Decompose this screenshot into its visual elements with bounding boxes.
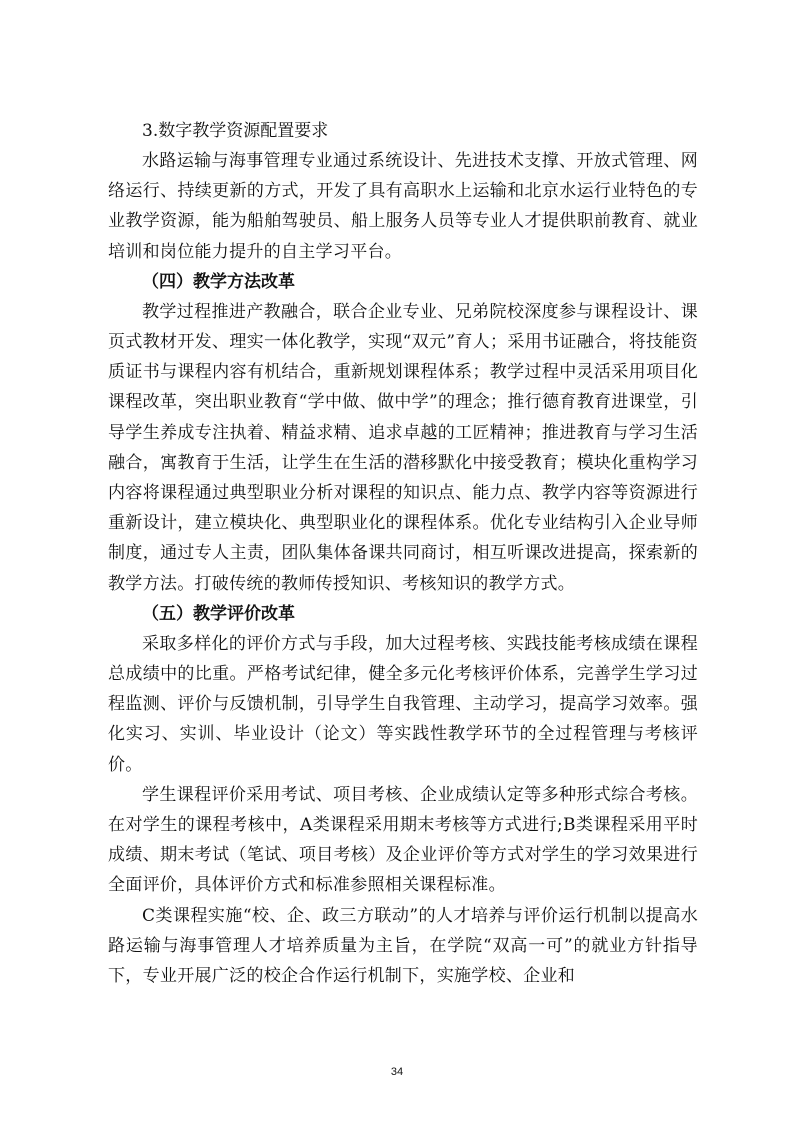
document-body: [108, 116, 698, 991]
subsection-heading: 3.数字教学资源配置要求: [142, 121, 329, 141]
paragraph: 采取多样化的评价方式与手段，加大过程考核、实践技能考核成绩在课程总成绩中的比重。严格考试纪律，健全多元化考核评价体系，完善学生学习过程监测、评价与反馈机制，引导学生自我管理、主动学习，提高学习效率。强化实习、实训、毕业设计（论文）等实践性教学环节的全过程管理与考核评价。: [108, 633, 698, 775]
page-number: 34: [390, 1066, 404, 1078]
paragraph: 教学过程推进产教融合，联合企业专业、兄弟院校深度参与课程设计、课页式教材开发、理实一体化教学，实现“双元”育人；采用书证融合，将技能资质证书与课程内容有机结合，重新规划课程体系；教学过程中灵活采用项目化课程改革，突出职业教育“学中做、做中学”的理念；推行德育教育进课堂，引导学生养成专注执着、精益求精、追求卓越的工匠精神；推进教育与学习生活融合，寓教育于生活，让学生在生活的潜移默化中接受教育；模块化重构学习内容将课程通过典型职业分析对课程的知识点、能力点、教学内容等资源进行重新设计，建立模块化、典型职业化的课程体系。优化专业结构引入企业导师制度，通过专人主责，团队集体备课共同商讨，相互听课改进提高，探索新的教学方法。打破传统的教师传授知识、考核知识的教学方式。: [108, 301, 698, 594]
section-heading: （五）教学评价改革: [142, 603, 295, 624]
section-heading: （四）教学方法改革: [142, 271, 295, 292]
paragraph: C类课程实施“校、企、政三方联动”的人才培养与评价运行机制以提高水路运输与海事管理人才培养质量为主旨，在学院“双高一可”的就业方针指导下，专业开展广泛的校企合作运行机制下，实施学校、企业和: [108, 905, 698, 987]
paragraph: 水路运输与海事管理专业通过系统设计、先进技术支撑、开放式管理、网络运行、持续更新的方式，开发了具有高职水上运输和北京水运行业特色的专业教学资源，能为船舶驾驶员、船上服务人员等专业人才提供职前教育、就业培训和岗位能力提升的自主学习平台。: [108, 151, 698, 262]
paragraph: 学生课程评价采用考试、项目考核、企业成绩认定等多种形式综合考核。在对学生的课程考核中，A类课程采用期末考核等方式进行;B类课程采用平时成绩、期末考试（笔试、项目考核）及企业评价等方式对学生的学习效果进行全面评价，具体评价方式和标准参照相关课程标准。: [108, 784, 698, 896]
